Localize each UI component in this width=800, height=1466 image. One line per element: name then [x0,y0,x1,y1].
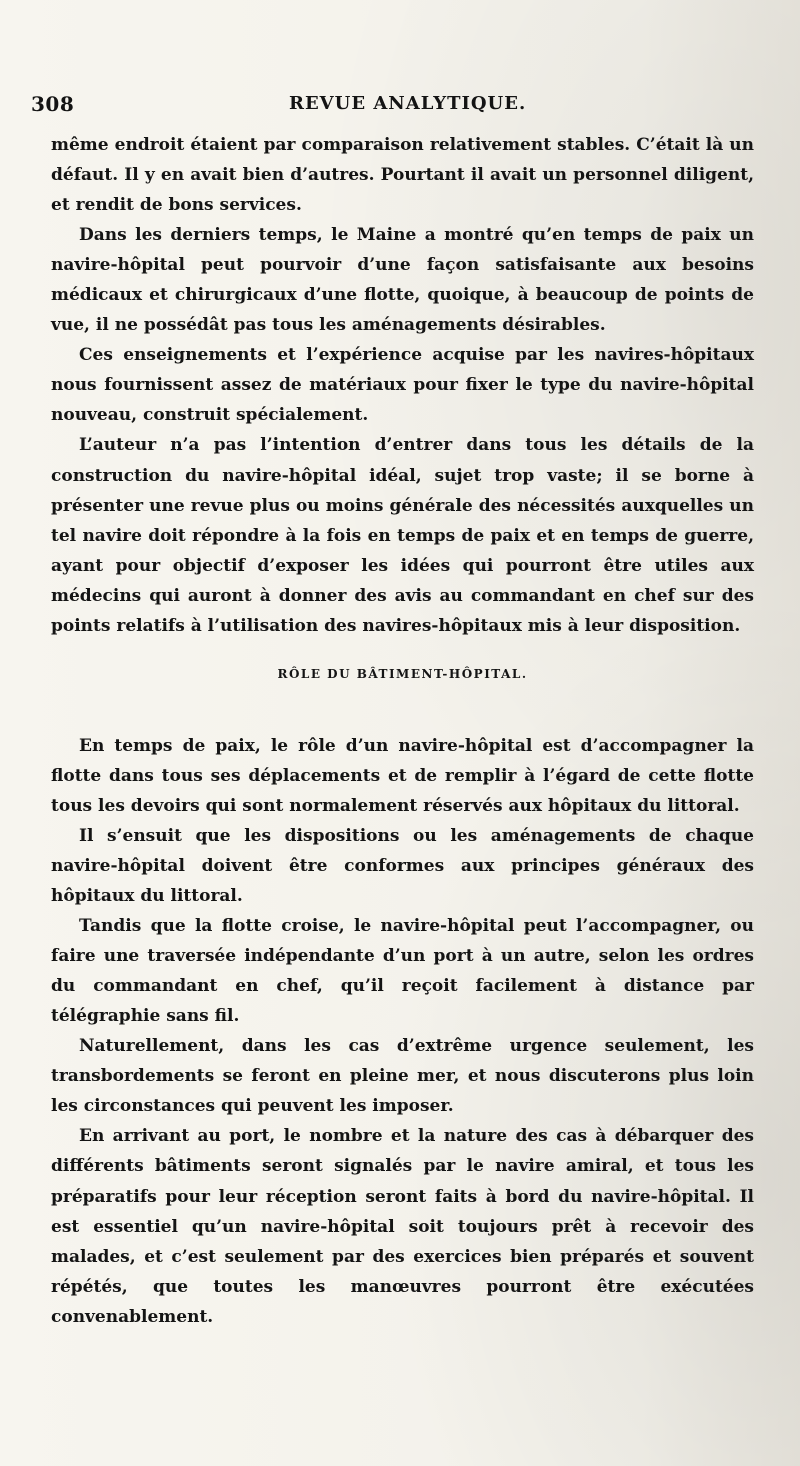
paragraph: Naturellement, dans les cas d’extrême urgence seulement, les transbordements se feront en pleine mer, et nous discuterons plus loin les circonstances qui peuvent les imposer. [51,1036,754,1117]
paragraph: L’auteur n’a pas l’intention d’entrer dans tous les détails de la construction du navire-hôpital idéal, sujet trop vaste; il se borne à présenter une revue plus ou moins générale des nécessités auxquelles un tel navire doit répondre à la fois en temps de paix et en temps de guerre, ayant pour objectif d’exposer les idées qui pourront être utiles aux médecins qui auront à donner des avis au commandant en chef sur des points relatifs à l’utilisation des navires-hôpitaux mis à leur disposition. [51,435,754,636]
paragraph: Il s’ensuit que les dispositions ou les aménagements de chaque navire-hôpital doivent être conformes aux principes généraux des hôpitaux du littoral. [51,825,754,907]
paragraph: En temps de paix, le rôle d’un navire-hôpital est d’accompagner la flotte dans tous ses déplacements et de remplir à l’égard de cette flotte tous les devoirs qui sont normalement réservés aux hôpitaux du littoral. [51,735,754,816]
section-heading: RÔLE DU BÂTIMENT-HÔPITAL. [277,666,528,681]
body-text [51,130,754,1332]
page-header [31,92,751,122]
paragraph: Tandis que la flotte croise, le navire-hôpital peut l’accompagner, ou faire une traversée indépendante d’un port à un autre, selon les ordres du commandant en chef, qu’il reçoit facilement à distance par télégraphie sans fil. [51,916,754,1027]
paragraph-continuation: même endroit étaient par comparaison relativement stables. C’était là un défaut. Il y en avait bien d’autres. Pourtant il avait un personnel diligent, et rendit de bons services. [51,135,754,216]
page-number: 308 [31,92,75,116]
running-title: REVUE ANALYTIQUE. [289,93,527,114]
paragraph: En arrivant au port, le nombre et la nature des cas à débarquer des différents bâtiments seront signalés par le navire amiral, et tous les préparatifs pour leur réception seront faits à bord du navire-hôpital. Il est essentiel qu’un navire-hôpital soit toujours prêt à recevoir des malades, et c’est seulement par des exercices bien préparés et souvent répétés, que toutes les manœuvres pourront être exécutées convenablement. [51,1126,754,1327]
paragraph: Dans les derniers temps, le Maine a montré qu’en temps de paix un navire-hôpital peut pourvoir d’une façon satisfaisante aux besoins médicaux et chirurgicaux d’une flotte, quoique, à beaucoup de points de vue, il ne possédât pas tous les aménagements désirables. [51,225,754,336]
paragraph: Ces enseignements et l’expérience acquise par les navires-hôpitaux nous fournissent assez de matériaux pour fixer le type du navire-hôpital nouveau, construit spécialement. [51,345,754,426]
